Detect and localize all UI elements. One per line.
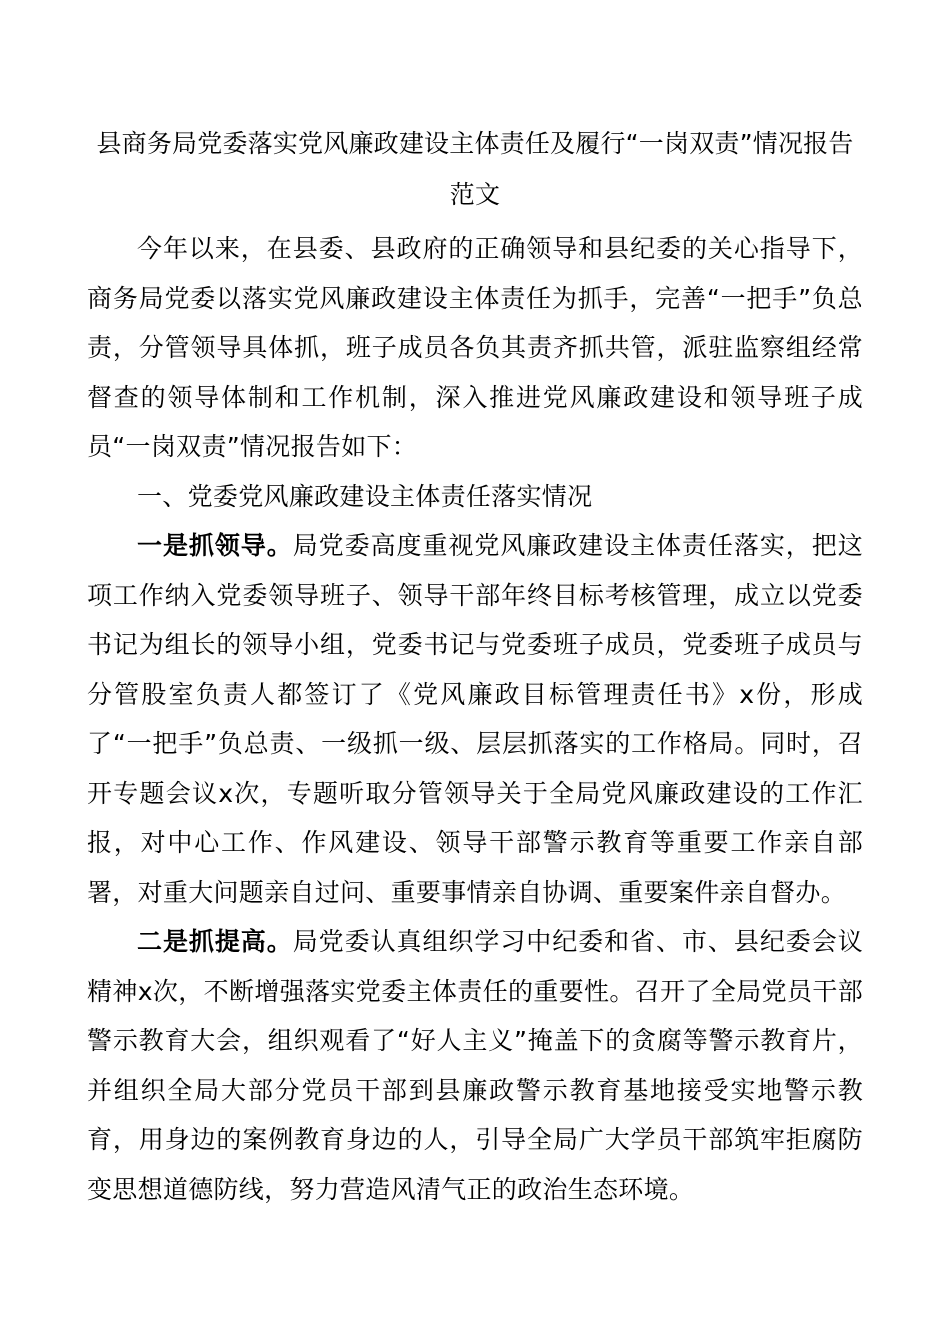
point-one-paragraph [87,521,863,917]
point-two-lead: 二是抓提高。 [137,927,293,956]
intro-paragraph: 今年以来，在县委、县政府的正确领导和县纪委的关心指导下，商务局党委以落实党风廉政建设主体责任为抓手，完善“一把手”负总责，分管领导具体抓，班子成员各负其责齐抓共管，派驻监察组经常督查的领导体制和工作机制，深入推进党风廉政建设和领导班子成员“一岗双责”情况报告如下： [87,234,863,461]
point-two-body: 局党委认真组织学习中纪委和省、市、县纪委会议精神x次，不断增强落实党委主体责任的重要性。召开了全局党员干部警示教育大会，组织观看了“好人主义”掩盖下的贪腐等警示教育片，并组织全局大部分党员干部到县廉政警示教育基地接受实地警示教育，用身边的案例教育身边的人，引导全局广大学员干部筑牢拒腐防变思想道德防线，努力营造风清气正的政治生态环境。 [87,927,863,1204]
point-one-lead: 一是抓领导。 [137,531,293,560]
document-page [87,118,863,1214]
point-one-body: 局党委高度重视党风廉政建设主体责任落实，把这项工作纳入党委领导班子、领导干部年终目标考核管理，成立以党委书记为组长的领导小组，党委书记与党委班子成员，党委班子成员与分管股室负责人都签订了《党风廉政目标管理责任书》x份，形成了“一把手”负总责、一级抓一级、层层抓落实的工作格局。同时，召开专题会议x次，专题听取分管领导关于全局党风廉政建设的工作汇报，对中心工作、作风建设、领导干部警示教育等重要工作亲自部署，对重大问题亲自过问、重要事情亲自协调、重要案件亲自督办。 [87,531,863,907]
section-heading: 一、党委党风廉政建设主体责任落实情况 [137,481,593,511]
point-two-paragraph [87,917,863,1214]
document-title: 县商务局党委落实党风廉政建设主体责任及履行“一岗双责”情况报告范文 [96,129,854,209]
